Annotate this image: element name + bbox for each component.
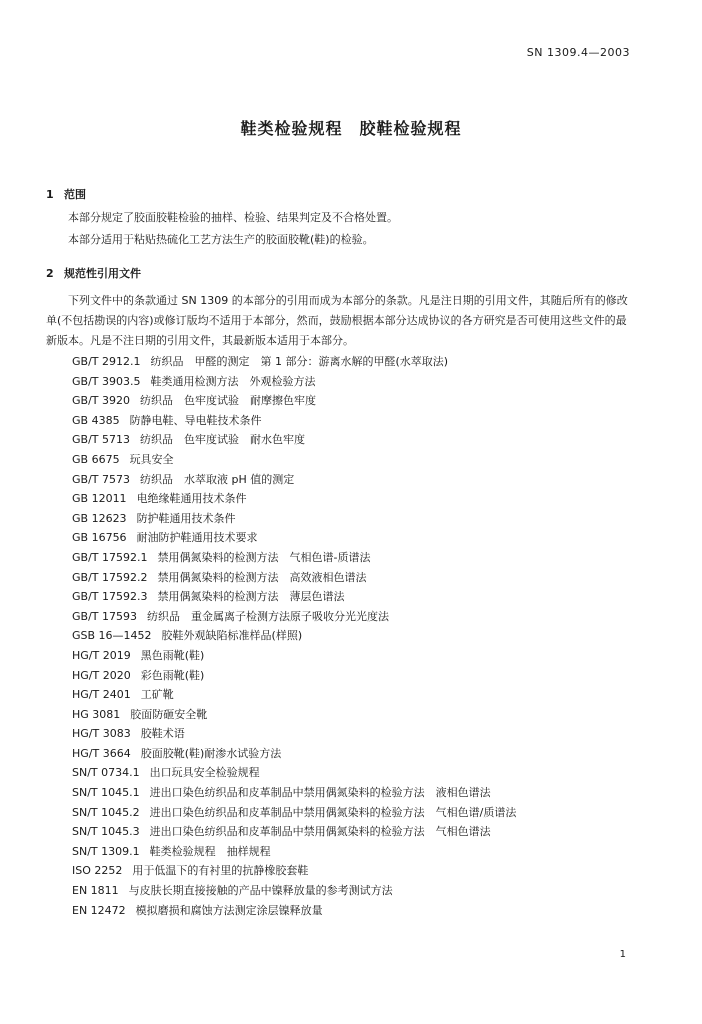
reference-item	[72, 411, 516, 431]
reference-list	[72, 352, 516, 920]
reference-item	[72, 372, 516, 392]
reference-item	[72, 568, 516, 588]
reference-code: HG/T 3664	[72, 746, 131, 760]
reference-item	[72, 822, 516, 842]
reference-title: 纺织品 水萃取液 pH 值的测定	[140, 472, 295, 486]
reference-item	[72, 842, 516, 862]
reference-title: 纺织品 甲醛的测定 第 1 部分：游离水解的甲醛(水萃取法)	[150, 355, 449, 368]
reference-code: GB/T 5713	[72, 433, 130, 447]
reference-title: 纺织品 重金属离子检测方法原子吸收分光光度法	[147, 609, 389, 623]
reference-code: GB/T 17592.3	[72, 590, 148, 604]
reference-title: 进出口染色纺织品和皮革制品中禁用偶氮染料的检验方法 气相色谱/质谱法	[149, 805, 517, 819]
reference-code: HG/T 3083	[72, 727, 131, 741]
section-title: 规范性引用文件	[64, 267, 141, 280]
reference-item	[72, 509, 516, 529]
reference-title: 耐油防护鞋通用技术要求	[136, 531, 258, 545]
reference-item	[72, 744, 516, 764]
reference-title: 纺织品 色牢度试验 耐摩擦色牢度	[140, 394, 316, 408]
section-number: 2	[46, 267, 54, 280]
reference-item	[72, 861, 516, 881]
reference-item	[72, 626, 516, 646]
reference-item	[72, 685, 516, 705]
reference-title: 黑色雨靴(鞋)	[140, 648, 205, 662]
document-title: 鞋类检验规程 胶鞋检验规程	[240, 119, 462, 138]
reference-title: 进出口染色纺织品和皮革制品中禁用偶氮染料的检验方法 液相色谱法	[149, 786, 491, 800]
reference-title: 胶面胶靴(鞋)耐渗水试验方法	[140, 746, 282, 760]
reference-code: EN 12472	[72, 903, 126, 917]
reference-code: GB/T 17593	[72, 609, 137, 623]
reference-code: SN/T 1045.1	[72, 786, 140, 800]
reference-item	[72, 470, 516, 490]
reference-code: GB 12011	[72, 492, 127, 506]
reference-code: EN 1811	[72, 884, 119, 898]
reference-title: 鞋类检验规程 抽样规程	[149, 844, 271, 858]
reference-item	[72, 881, 516, 901]
reference-title: 用于低温下的有衬里的抗静橡胶套鞋	[132, 864, 309, 878]
reference-item	[72, 705, 516, 725]
reference-item	[72, 646, 516, 666]
reference-code: SN/T 1045.2	[72, 805, 140, 819]
reference-item	[72, 587, 516, 607]
reference-item	[72, 450, 516, 470]
reference-code: HG 3081	[72, 707, 121, 721]
reference-code: SN/T 1309.1	[72, 844, 140, 858]
reference-item	[72, 607, 516, 627]
normative-intro-paragraph: 下列文件中的条款通过 SN 1309 的本部分的引用而成为本部分的条款。凡是注日期的引用文件，其随后所有的修改单(不包括勘误的内容)或修订版均不适用于本部分，然而，鼓励根据本部分达成协议的各方研究是否可使用这些文件的最新版本。凡是不注日期的引用文件，其最新版本适用于本部分。	[46, 294, 628, 347]
section-title: 范围	[64, 188, 86, 201]
reference-code: SN/T 0734.1	[72, 766, 140, 780]
reference-title: 工矿靴	[140, 688, 174, 702]
standard-code: SN 1309.4—2003	[526, 46, 630, 59]
reference-code: GB/T 3920	[72, 394, 130, 408]
reference-title: 胶鞋外观缺陷标准样品(样照)	[161, 629, 303, 643]
reference-item	[72, 783, 516, 803]
reference-code: HG/T 2020	[72, 668, 131, 682]
reference-item	[72, 391, 516, 411]
reference-item	[72, 763, 516, 783]
reference-title: 禁用偶氮染料的检测方法 薄层色谱法	[157, 590, 345, 604]
reference-item	[72, 548, 516, 568]
page-number: 1	[619, 949, 626, 960]
scope-paragraph-1: 本部分规定了胶面胶鞋检验的抽样、检验、结果判定及不合格处置。	[68, 211, 398, 224]
reference-code: GB 12623	[72, 511, 127, 525]
reference-item	[72, 803, 516, 823]
reference-item	[72, 724, 516, 744]
reference-title: 纺织品 色牢度试验 耐水色牢度	[140, 433, 305, 447]
reference-title: 模拟磨损和腐蚀方法测定涂层镍释放量	[135, 903, 323, 917]
reference-title: 胶鞋术语	[140, 727, 185, 741]
reference-item	[72, 528, 516, 548]
reference-code: GB 16756	[72, 531, 127, 545]
reference-code: GSB 16—1452	[72, 629, 152, 643]
reference-code: GB/T 2912.1	[72, 355, 141, 368]
reference-code: GB 4385	[72, 413, 120, 427]
reference-item	[72, 489, 516, 509]
section-number: 1	[46, 188, 54, 201]
section-1-heading	[46, 186, 86, 202]
reference-code: ISO 2252	[72, 864, 123, 878]
reference-title: 鞋类通用检测方法 外观检验方法	[150, 374, 316, 388]
reference-title: 防护鞋通用技术条件	[136, 511, 236, 525]
scope-paragraph-2: 本部分适用于粘贴热硫化工艺方法生产的胶面胶靴(鞋)的检验。	[68, 233, 374, 246]
reference-code: GB/T 3903.5	[72, 374, 141, 388]
reference-item	[72, 430, 516, 450]
reference-title: 彩色雨靴(鞋)	[140, 668, 205, 682]
reference-item	[72, 666, 516, 686]
reference-code: GB/T 17592.2	[72, 570, 148, 584]
reference-title: 禁用偶氮染料的检测方法 高效液相色谱法	[157, 570, 367, 584]
reference-title: 电绝缘鞋通用技术条件	[136, 492, 247, 506]
reference-code: GB/T 7573	[72, 472, 130, 486]
reference-title: 与皮肤长期直接接触的产品中镍释放量的参考测试方法	[128, 884, 393, 898]
reference-title: 胶面防砸安全靴	[130, 707, 208, 721]
reference-item	[72, 352, 516, 372]
reference-title: 出口玩具安全检验规程	[149, 766, 260, 780]
reference-title: 玩具安全	[129, 452, 174, 466]
reference-code: GB 6675	[72, 452, 120, 466]
reference-title: 禁用偶氮染料的检测方法 气相色谱-质谱法	[157, 550, 371, 564]
reference-title: 进出口染色纺织品和皮革制品中禁用偶氮染料的检验方法 气相色谱法	[149, 825, 491, 839]
reference-code: HG/T 2019	[72, 648, 131, 662]
section-2-heading	[46, 265, 141, 281]
reference-code: SN/T 1045.3	[72, 825, 140, 839]
reference-code: GB/T 17592.1	[72, 550, 148, 564]
reference-title: 防静电鞋、导电鞋技术条件	[129, 413, 262, 427]
reference-item	[72, 901, 516, 921]
reference-code: HG/T 2401	[72, 688, 131, 702]
